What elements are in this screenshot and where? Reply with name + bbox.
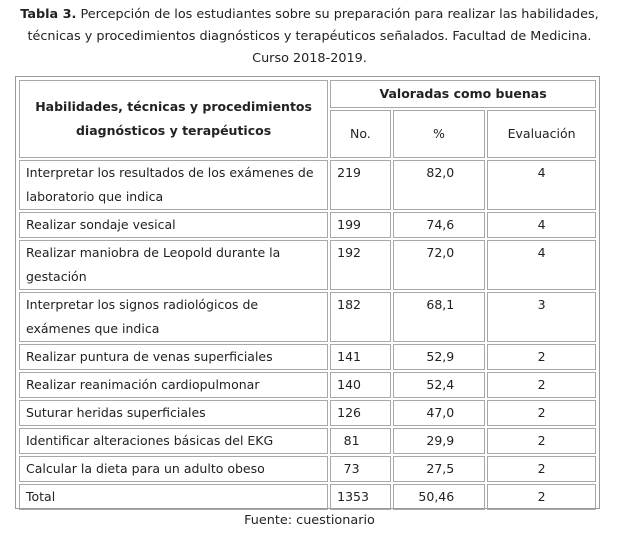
count-cell: 81 — [330, 428, 390, 454]
total-evaluation-cell: 2 — [487, 484, 596, 510]
count-cell: 199 — [330, 212, 390, 238]
skill-cell: Suturar heridas superficiales — [19, 400, 328, 426]
table-source: Fuente: cuestionario — [244, 513, 375, 528]
total-label-cell: Total — [19, 484, 328, 510]
table-row — [19, 372, 596, 398]
caption-text: Percepción de los estudiantes sobre su preparación para realizar las habilidades, técnicas y procedimientos diagnósticos y terapéuticos señalados. Facultad de Medicina. Curso 2018-2019. — [27, 7, 599, 66]
evaluation-cell: 2 — [487, 400, 596, 426]
count-cell: 73 — [330, 456, 390, 482]
evaluation-cell: 2 — [487, 344, 596, 370]
table-caption — [8, 4, 611, 70]
skill-cell: Realizar sondaje vesical — [19, 212, 328, 238]
table-row — [19, 240, 596, 290]
count-cell: 126 — [330, 400, 390, 426]
skill-cell: Interpretar los resultados de los exámenes de laboratorio que indica — [19, 160, 328, 210]
percent-cell: 72,0 — [393, 240, 486, 290]
table-row — [19, 212, 596, 238]
count-cell: 219 — [330, 160, 390, 210]
caption-label: Tabla 3. — [20, 7, 77, 22]
total-count-cell: 1353 — [330, 484, 390, 510]
table-row — [19, 292, 596, 342]
percent-cell: 74,6 — [393, 212, 486, 238]
skill-cell: Interpretar los signos radiológicos de exámenes que indica — [19, 292, 328, 342]
skill-cell: Realizar maniobra de Leopold durante la gestación — [19, 240, 328, 290]
count-cell: 140 — [330, 372, 390, 398]
col-header-no: No. — [330, 110, 390, 158]
skill-cell: Identificar alteraciones básicas del EKG — [19, 428, 328, 454]
table-row — [19, 456, 596, 482]
col-header-eval: Evaluación — [487, 110, 596, 158]
count-cell: 141 — [330, 344, 390, 370]
percent-cell: 47,0 — [393, 400, 486, 426]
total-percent-cell: 50,46 — [393, 484, 486, 510]
col-header-pct: % — [393, 110, 486, 158]
percent-cell: 27,5 — [393, 456, 486, 482]
skill-cell: Calcular la dieta para un adulto obeso — [19, 456, 328, 482]
table-row — [19, 160, 596, 210]
skills-table — [17, 78, 598, 512]
count-cell: 182 — [330, 292, 390, 342]
percent-cell: 29,9 — [393, 428, 486, 454]
table-row — [19, 400, 596, 426]
evaluation-cell: 4 — [487, 240, 596, 290]
group-header: Valoradas como buenas — [330, 80, 596, 108]
percent-cell: 52,4 — [393, 372, 486, 398]
percent-cell: 68,1 — [393, 292, 486, 342]
evaluation-cell: 4 — [487, 212, 596, 238]
table-row — [19, 344, 596, 370]
skill-cell: Realizar puntura de venas superficiales — [19, 344, 328, 370]
count-cell: 192 — [330, 240, 390, 290]
evaluation-cell: 3 — [487, 292, 596, 342]
evaluation-cell: 2 — [487, 372, 596, 398]
table-row — [19, 428, 596, 454]
evaluation-cell: 2 — [487, 428, 596, 454]
evaluation-cell: 2 — [487, 456, 596, 482]
evaluation-cell: 4 — [487, 160, 596, 210]
skill-cell: Realizar reanimación cardiopulmonar — [19, 372, 328, 398]
percent-cell: 82,0 — [393, 160, 486, 210]
row-header: Habilidades, técnicas y procedimientos diagnósticos y terapéuticos — [19, 80, 328, 158]
percent-cell: 52,9 — [393, 344, 486, 370]
table-row-total — [19, 484, 596, 510]
